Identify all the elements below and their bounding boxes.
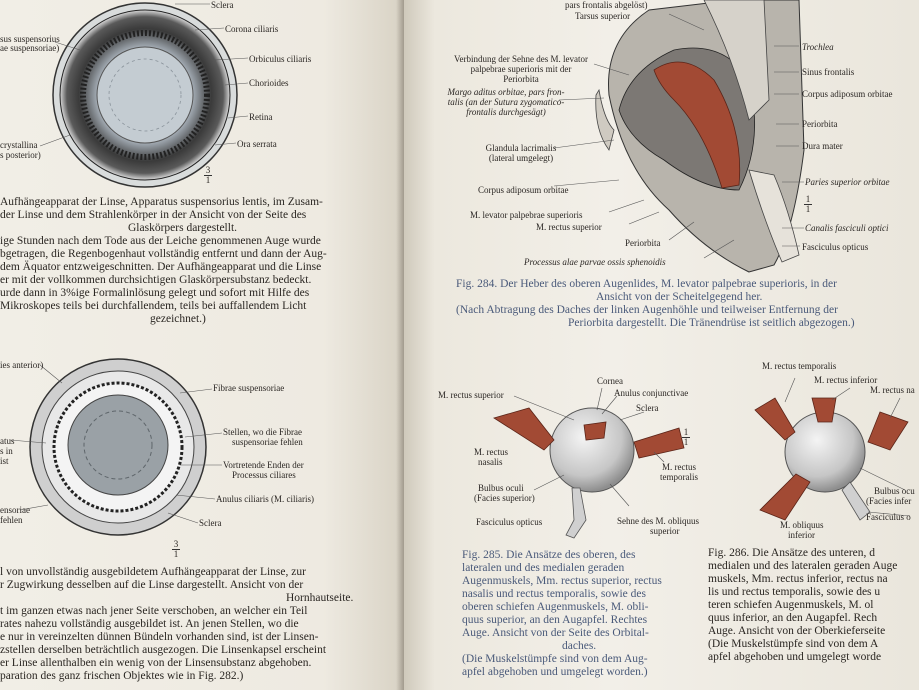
label-vortretende-a: Vortretende Enden der bbox=[223, 460, 304, 470]
label-dura-mater: Dura mater bbox=[802, 141, 843, 151]
muscle-rectus-nasalis-286 bbox=[868, 412, 908, 450]
scale-fig283: 3 1 bbox=[173, 539, 179, 559]
label-margo-c: frontalis durchgesägt) bbox=[466, 107, 546, 117]
caption-fig286: Fig. 286. Die Ansätze des unteren, d medialen und des lateralen geraden Auge muskels, Mm. rectus inferior, rectus na lis und rectus temporalis, sowie des u teren schiefen Augenmuskels, M. ol quus inferior, an den Augapfel. Rech Auge. Ansicht von der Oberkieferseite (Die Muskelstümpfe sind von dem A apfel abgehoben und umgelegt worde bbox=[708, 547, 898, 663]
label-sclera: Sclera bbox=[211, 0, 234, 10]
left-page bbox=[0, 0, 404, 690]
label-ora-serrata: Ora serrata bbox=[237, 139, 277, 149]
caption-fig282: Aufhängeapparat der Linse, Apparatus suspensorius lentis, im Zusam- der Linse und dem Strahlenkörper in der Ansicht von der Seite des Glaskörpers dargestellt. ige Stunden nach dem Tode aus der Leiche genommenen Auge wurde bgetragen, die Regenbogenhaut vollständig entfernt und dann der Aug- dem Äquator entzweigeschnitten. Der Aufhängeapparat und die Linse er mit der vollkommen durchsichtigen Glaskörpersubstanz bedeckt. urde dann in 3%ige Formalinlösung gelegt und sofort mit Hilfe des Mikroskopes teils bei durchfallendem, teils bei auffallendem Licht gezeichnet.) bbox=[0, 196, 327, 325]
label-periorbita-right: Periorbita bbox=[802, 119, 838, 129]
label-paries-superior: Paries superior orbitae bbox=[805, 177, 890, 187]
label-periorbita-bottom: Periorbita bbox=[625, 238, 661, 248]
label-sehne-b: superior bbox=[650, 526, 680, 536]
label-atus-c: ist bbox=[0, 456, 9, 466]
muscle-obliquus-inferior-286 bbox=[760, 474, 810, 520]
label-verbindung-a: Verbindung der Sehne des M. levator bbox=[454, 54, 588, 64]
label-corpus-adiposum-left: Corpus adiposum orbitae bbox=[478, 185, 569, 195]
label-sclera-285: Sclera bbox=[636, 403, 659, 413]
label-rectus-superior-285: M. rectus superior bbox=[438, 390, 504, 400]
label-suspensorius-b: ae suspensoriae) bbox=[0, 43, 60, 53]
label-anulus-ciliaris: Anulus ciliaris (M. ciliaris) bbox=[216, 494, 314, 504]
label-fasciculus-opticus: Fasciculus opticus bbox=[802, 242, 869, 252]
muscle-rectus-superior bbox=[494, 408, 554, 450]
right-page bbox=[404, 0, 919, 690]
label-orbiculus-ciliaris: Orbiculus ciliaris bbox=[249, 54, 312, 64]
label-fibrae-suspensoriae: Fibrae suspensoriae bbox=[213, 383, 285, 393]
label-fasciculus-286: Fasciculus o bbox=[866, 512, 911, 522]
label-verbindung-b: palpebrae superioris mit der bbox=[470, 64, 572, 74]
label-rectus-nasalis-286: M. rectus na bbox=[870, 385, 915, 395]
label-rectus-nasalis-b: nasalis bbox=[478, 457, 503, 467]
label-posterior: s posterior) bbox=[0, 150, 41, 160]
label-atus-a: atus bbox=[0, 436, 15, 446]
caption-fig284: Fig. 284. Der Heber des oberen Augenlides, M. levator palpebrae superioris, in der Ansicht von der Scheitelgegend her. (Nach Abtragung des Daches der linken Augenhöhle und teilweiser Entfernung der Periorbita dargestellt. Die Tränendrüse ist seitlich abgezogen.) bbox=[456, 278, 855, 329]
label-levator-palpebrae: M. levator palpebrae superioris bbox=[470, 210, 583, 220]
label-pars-frontalis: pars frontalis abgelöst) bbox=[565, 0, 648, 10]
label-rectus-superior: M. rectus superior bbox=[536, 222, 602, 232]
label-bulbus-b: (Facies superior) bbox=[474, 493, 535, 503]
label-corona-ciliaris: Corona ciliaris bbox=[225, 24, 279, 34]
label-fasciculus-285: Fasciculus opticus bbox=[476, 517, 543, 527]
label-glandula-a: Glandula lacrimalis bbox=[485, 143, 557, 153]
scale-fig285: 1 1 bbox=[683, 427, 689, 447]
label-stellen-a: Stellen, wo die Fibrae bbox=[223, 427, 302, 437]
label-stellen-b: suspensoriae fehlen bbox=[232, 437, 303, 447]
label-bulbus-286-b: (Facies infer bbox=[866, 496, 912, 506]
label-sclera-bottom: Sclera bbox=[199, 518, 222, 528]
caption-fig283: l von unvollständig ausgebildetem Aufhängeapparat der Linse, zur r Zugwirkung desselben auf die Linse dargestellt. Ansicht von der Hornhautseite. t im ganzen etwas nach jener Seite verschoben, an welcher ein Teil rates nahezu vollständig ausgebildet ist. An jenen Stellen, wo die e nur in vereinzelten dünnen Bündeln vorhanden sind, ist der Linsen- zstellen derselben beträchtlich ausgezogen. Die Linsenkapsel erscheint er Linse allenthalben ein wenig von der Linsensubstanz abgehoben. paration des ganz frischen Objektes wie in Fig. 282.) bbox=[0, 566, 354, 682]
label-sinus-frontalis: Sinus frontalis bbox=[802, 67, 855, 77]
scale-fig282: 3 1 bbox=[205, 165, 211, 185]
label-processus-alae: Processus alae parvae ossis sphenoidis bbox=[524, 257, 666, 267]
label-canalis-fasciculi: Canalis fasciculi optici bbox=[805, 223, 889, 233]
label-vortretende-b: Processus ciliares bbox=[232, 470, 296, 480]
label-suspensorius-a: sus suspensorius bbox=[0, 34, 60, 44]
label-chorioides: Chorioides bbox=[249, 78, 289, 88]
label-rectus-temporalis-286: M. rectus temporalis bbox=[762, 361, 837, 371]
label-anulus-conjunctivae: Anulus conjunctivae bbox=[614, 388, 689, 398]
caption-fig285: Fig. 285. Die Ansätze des oberen, des lateralen und des medialen geraden Augenmuskels, Mm. rectus superior, rectus nasalis und rectus temporalis, sowie des oberen schiefen Augenmuskels, M. obli- quus superior, an den Augapfel. Rechtes Auge. Ansicht von der Seite des Orbital- daches. (Die Muskelstümpfe sind von dem Aug- apfel abgehoben und umgelegt worden.) bbox=[462, 549, 662, 678]
label-margo-a: Margo aditus orbitae, pars fron- bbox=[447, 87, 565, 97]
muscle-rectus-temporalis bbox=[634, 428, 684, 458]
label-retina: Retina bbox=[249, 112, 273, 122]
scale-fig284: 1 1 bbox=[805, 194, 811, 214]
muscle-rectus-temporalis-286 bbox=[755, 398, 795, 440]
label-bulbus-286-a: Bulbus ocu bbox=[874, 486, 915, 496]
label-rectus-nasalis-a: M. rectus bbox=[474, 447, 508, 457]
optic-nerve-stub bbox=[566, 488, 586, 538]
label-cornea: Cornea bbox=[597, 376, 623, 386]
label-ensoriae-a: ensoriae bbox=[0, 505, 30, 515]
label-trochlea: Trochlea bbox=[802, 42, 834, 52]
eye-figure-lens-suspensory bbox=[0, 0, 404, 200]
label-margo-b: talis (an der Sutura zygomatico- bbox=[447, 97, 565, 107]
label-bulbus-a: Bulbus oculi bbox=[478, 483, 524, 493]
muscle-cornea-patch bbox=[584, 422, 606, 440]
label-rectus-temporalis-a: M. rectus bbox=[662, 462, 696, 472]
label-ies-anterior: ies anterior) bbox=[0, 360, 44, 370]
label-atus-b: s in bbox=[0, 446, 13, 456]
label-obliquus-b: inferior bbox=[788, 530, 815, 540]
label-crystallina: crystallina bbox=[0, 140, 38, 150]
label-rectus-inferior-286: M. rectus inferior bbox=[814, 375, 878, 385]
label-rectus-temporalis-b: temporalis bbox=[660, 472, 698, 482]
label-tarsus-superior: Tarsus superior bbox=[575, 11, 631, 21]
label-obliquus-a: M. obliquus bbox=[780, 520, 824, 530]
label-glandula-b: (lateral umgelegt) bbox=[488, 153, 554, 163]
label-ensoriae-b: fehlen bbox=[0, 515, 23, 525]
label-sehne-a: Sehne des M. obliquus bbox=[617, 516, 699, 526]
orbit-levator-illustration bbox=[404, 0, 919, 280]
label-verbindung-c: Periorbita bbox=[503, 74, 539, 84]
label-corpus-adiposum-right: Corpus adiposum orbitae bbox=[802, 89, 893, 99]
